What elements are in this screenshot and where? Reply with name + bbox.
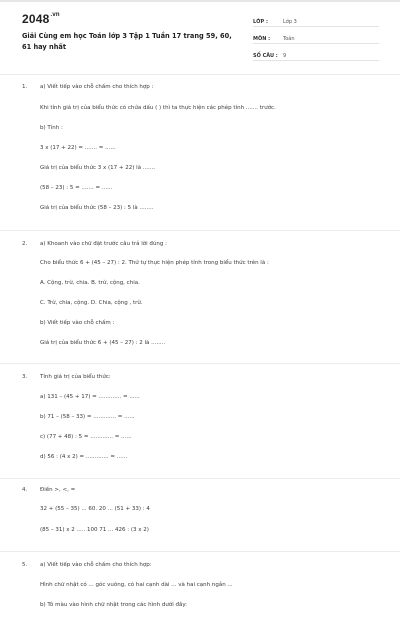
page-title: Giải Cùng em học Toán lớp 3 Tập 1 Tuần 17 trang 59, 60, 61 hay nhất [22, 32, 232, 51]
site-logo[interactable] [22, 12, 60, 26]
question-3 [0, 364, 400, 479]
question-1 [0, 74, 400, 231]
question-line: a) 131 – (45 + 17) = ............. = ...... [40, 394, 140, 400]
question-option: C. Trừ, chia, cộng. D. Chia, cộng , trừ. [40, 300, 143, 306]
question-line: a) Khoanh vào chữ đặt trước câu trả lời đúng : [40, 241, 167, 247]
question-line: b) Tính : [40, 125, 63, 131]
question-line: Cho biểu thức 6 + (45 – 27) : 2. Thứ tự thực hiện phép tính trong biểu thức trên là : [40, 260, 269, 266]
question-2 [0, 231, 400, 364]
question-line: (58 – 23) : 5 = ....... = ...... [40, 185, 113, 191]
question-line: Giá trị của biểu thức 6 + (45 – 27) : 2 là ........ [40, 340, 166, 346]
question-line: b) Viết tiếp vào chỗ chấm : [40, 320, 115, 326]
meta-row-subject [253, 30, 379, 44]
logo-suffix: .vn [50, 12, 60, 18]
question-line: a) Viết tiếp vào chỗ chấm cho thích hợp: [40, 562, 152, 568]
question-list [0, 74, 400, 622]
question-line: b) Tô màu vào hình chữ nhật trong các hình dưới đây: [40, 602, 188, 608]
question-line: b) 71 – (58 – 33) = ............. = ...... [40, 414, 135, 420]
meta-row-count [253, 47, 379, 61]
question-number: 2. [22, 241, 28, 247]
question-number: 4. [22, 487, 28, 493]
top-divider [0, 0, 400, 2]
meta-row-class [253, 13, 379, 27]
question-number: 5. [22, 562, 28, 568]
meta-value: Lớp 3 [283, 19, 297, 25]
meta-info-box [253, 13, 379, 64]
question-option: A. Cộng, trừ, chia. B. trừ, cộng, chia. [40, 280, 140, 286]
question-line: Điền >, <, = [40, 487, 76, 493]
question-line: Tính giá trị của biểu thức: [40, 374, 111, 380]
question-line: 3 x (17 + 22) = ....... = ...... [40, 145, 116, 151]
question-5 [0, 552, 400, 622]
question-number: 1. [22, 84, 28, 90]
question-number: 3. [22, 374, 28, 380]
question-line: Giá trị của biểu thức (58 – 23) : 5 là ........ [40, 205, 154, 211]
meta-value: Toán [283, 36, 295, 42]
question-line: Giá trị của biểu thức 3 x (17 + 22) là ....... [40, 165, 156, 171]
meta-key: LỚP : [253, 19, 268, 25]
meta-key: SỐ CÂU : [253, 53, 278, 59]
meta-value: 9 [283, 53, 287, 59]
meta-key: MÔN : [253, 36, 271, 42]
question-line: (85 – 31) x 2 ..... 100 71 ... 426 : (3 x 2) [40, 527, 149, 533]
question-line: d) 56 : (4 x 2) = ............. = ...... [40, 454, 128, 460]
question-line: Khi tính giá trị của biểu thức có chứa dấu ( ) thì ta thực hiện các phép tính ....... trước. [40, 105, 276, 111]
question-line: c) (77 + 48) : 5 = ............. = ...... [40, 434, 132, 440]
question-line: Hình chữ nhật có ... góc vuông, có hai cạnh dài ... và hai cạnh ngắn ... [40, 582, 233, 588]
question-line: 32 + (55 – 35) ... 60. 20 ... (51 + 33) : 4 [40, 506, 150, 512]
question-line: a) Viết tiếp vào chỗ chấm cho thích hợp : [40, 84, 154, 90]
question-4 [0, 479, 400, 552]
logo-text: 2048 [22, 12, 50, 26]
